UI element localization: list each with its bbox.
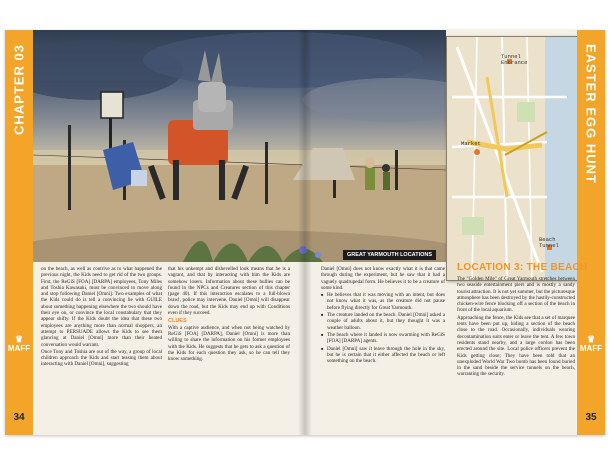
paragraph: The "Golden Mile" of Great Yarmouth stretches between two seaside entertainment piers and is mostly a sandy tourist attraction. It is not yet summer, but the picturesque atmosphere has been destroyed by the hastily-constructed chicken-wire fence blocking off a section of the beach in front of the local aquarium. — [457, 276, 575, 314]
illustration-donkey-robot — [33, 30, 446, 262]
map-label-market: Market — [461, 140, 481, 147]
list-item: ■ The creature landed on the beach. Daniel [Omni] asked a couple of adults about it, but they thought it was a weather balloon. — [321, 312, 445, 331]
crown-icon: ♛ — [586, 334, 596, 344]
location-heading: LOCATION 3: THE BEACH — [457, 262, 588, 273]
paragraph: Approaching the fence, the Kids see that a set of marquee tents have been put up, hiding a section of the beach close to the road. Occasionally, individuals wearing decontamination suits enter or leave the tent. A few town residents stand nearby, and a large cordon has been erected around the site. Local police officers prevent the Kids getting close; They have been told that an unexploded World War Two bomb has been found buried in the sand beside the service tunnels on the beach, warranting the security. — [457, 314, 575, 378]
maff-logo-left — [7, 335, 31, 353]
paragraph: Once Tony and Toshia are out of the way, a group of local children approach the Kids and start teasing them about interacting with Daniel [Omni], suggesting — [41, 348, 162, 368]
list-item: ■ Daniel [Omni] saw it leave through the hole in the sky, but he is certain that it either affected the beach or left something on the beach. — [321, 346, 445, 365]
illustration-art — [33, 30, 446, 262]
list-item: ■ The beach where it landed is now swarming with ReGiS [FOA] [DARPA] agents. — [321, 332, 445, 345]
right-section-tab — [577, 30, 605, 435]
clues-heading: CLUES — [168, 318, 187, 325]
section-label: EASTER EGG HUNT — [583, 44, 599, 184]
paragraph: that his unkempt and dishevelled look means that he is a vagrant, and that by interacting with him the Kids are somehow losers. Information about these bullies can be found in the NPCs and Creatures section of this chapter (page 40). If this interaction escalates to a full-blown brawl, police may intervene. Daniel [Omni] will disappear down the road, but the Kids may end up with Conditions even if they succeed. — [168, 266, 290, 317]
page-number-right: 35 — [585, 412, 597, 423]
paragraph: Daniel [Omni] does not know exactly what it is that came through during the experiment, but he saw that it had a vaguely quadrupedal form. He believes it to be a creature of some kind. — [321, 266, 445, 291]
brand-label-right: MAFF — [579, 344, 603, 353]
page-number-left: 34 — [13, 412, 25, 423]
paragraph: With a captive audience, and when not being watched by ReGiS [FOA] [DARPA], Daniel [Omni] is more than willing to share the information on his former employees with the Kids. He suggests that he gets to ask a question of the Kids for each question they ask, so he can tell they know something. — [168, 324, 290, 363]
right-column-1 — [321, 266, 445, 365]
brand-label-left: MAFF — [7, 344, 31, 353]
map-caption: GREAT YARMOUTH LOCATIONS — [343, 250, 436, 260]
clue-list — [321, 292, 445, 364]
crown-icon: ♛ — [14, 334, 24, 344]
book-gutter — [298, 30, 312, 435]
map-label-tunnel-entrance: Tunnel Entrance — [501, 53, 528, 66]
great-yarmouth-map — [446, 36, 579, 281]
left-column-1 — [41, 266, 162, 369]
map-label-beach-tunnel: Beach Tunnel — [539, 236, 559, 249]
list-item: ■ He believes that it was moving with an intent, but does not know what it was, as the creature did not pause before flying directly for Great Yarmouth. — [321, 292, 445, 311]
maff-logo-right — [579, 335, 603, 353]
right-column-2 — [457, 276, 575, 379]
left-chapter-tab — [5, 30, 33, 435]
book-spread — [5, 30, 605, 435]
chapter-label: CHAPTER 03 — [11, 44, 27, 135]
paragraph: on the beach, as well as contrive as to what happened the previous night, the Kids need to get rid of the two groups. First, the ReGiS [FOA] [DARPA] employees, Tony Miles and Toshia Kawasaki, must be convinced to move along and stop following Daniel [Omni]. Two examples of what the Kids could do is tell a convincing lie with GUILE about something happening elsewhere the two should have their eye on, or convince the local constabulary that they appear shifty. If the Kids doubt the idea that these two employees are anything more than normal shoppers, an attempt to PERSUADE allows the Kids to see them glancing at Daniel [Omni] more than their heated conversation would warrant. — [41, 266, 162, 348]
left-column-2 — [168, 266, 290, 363]
